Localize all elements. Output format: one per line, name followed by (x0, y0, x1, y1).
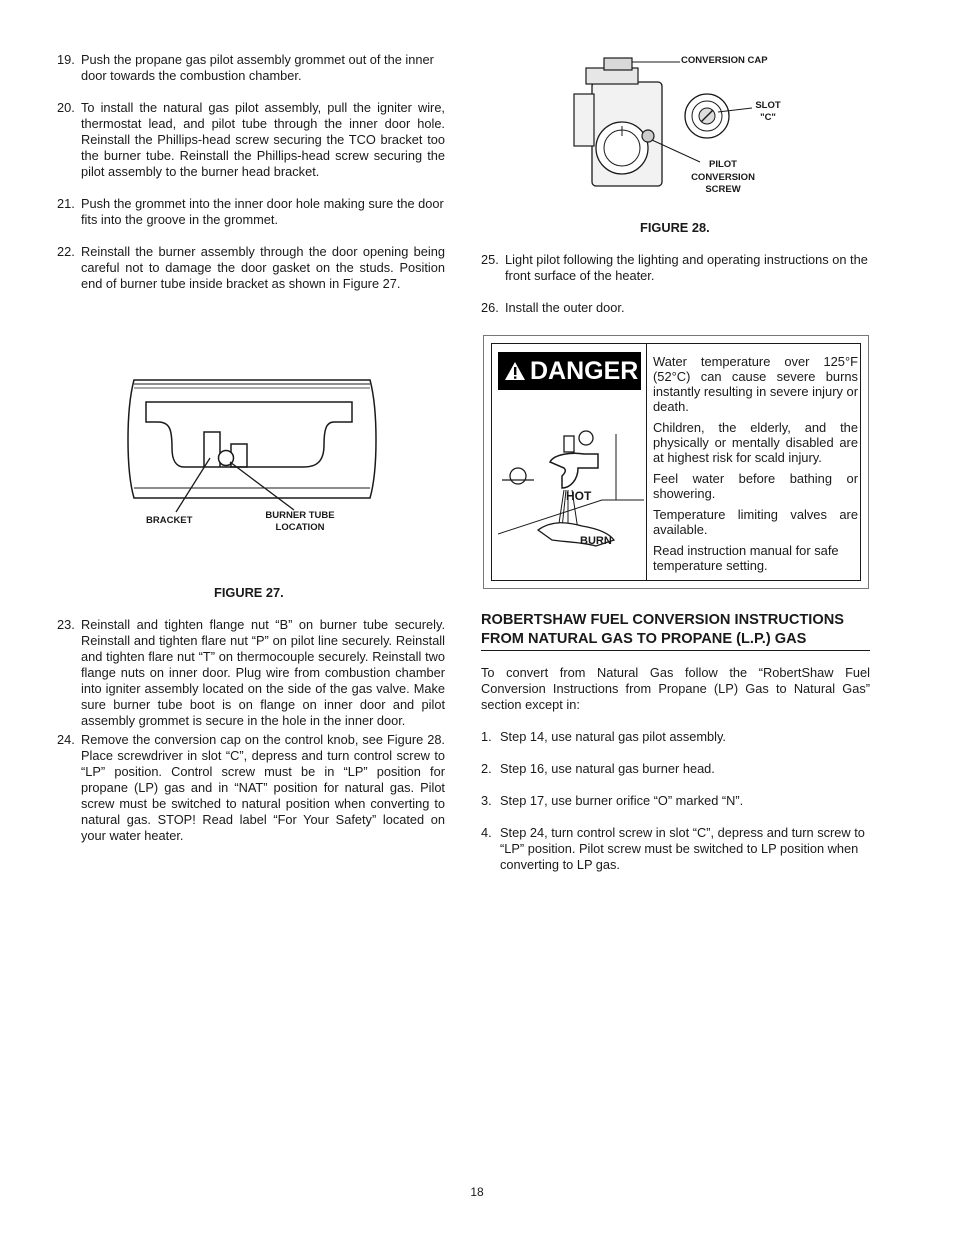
pilot-conversion-screw-label: PILOT CONVERSION SCREW (691, 159, 755, 195)
danger-label (483, 335, 869, 589)
step-22: 22. Reinstall the burner assembly through the door opening being careful not to damage the door gasket on the studs. Position end of burner tube inside bracket as shown in Figure 27. (57, 244, 445, 291)
danger-divider (646, 344, 647, 580)
section-intro: To convert from Natural Gas follow the “RobertShaw Fuel Conversion Instructions from Propane (LP) Gas to Natural Gas” section except in: (481, 665, 870, 712)
scald-faucet-illustration (498, 414, 644, 574)
danger-title: DANGER (530, 356, 639, 385)
hot-text: HOT (566, 489, 592, 503)
conversion-step-4: 4. Step 24, turn control screw in slot “C”, depress and turn screw to “LP” position. Pilot screw must be switched to LP position when converting to LP gas. (481, 825, 865, 872)
burner-tube-label: BURNER TUBE LOCATION (265, 510, 335, 533)
conversion-step-2: 2. Step 16, use natural gas burner head. (481, 761, 715, 776)
step-23: 23. Reinstall and tighten flange nut “B” on burner tube securely. Reinstall and tighten flare nut “P” on pilot line securely. Reinstall and tighten flare nut “T” on thermocouple securely. Reinstall two flange nuts on inner door. Plug wire from combustion chamber into igniter assembly located on the side of the gas valve. Make sure burner tube boot is on flange on inner door and pilot assembly grommet is secure in the hole in the inner door. (57, 617, 445, 728)
figure-27-caption: FIGURE 27. (214, 585, 284, 600)
page-number: 18 (470, 1185, 484, 1199)
step-19: 19. Push the propane gas pilot assembly grommet out of the inner door towards the combustion chamber. (57, 52, 434, 83)
step-21: 21. Push the grommet into the inner door hole making sure the door fits into the groove in the grommet. (57, 196, 444, 227)
danger-text: Water temperature over 125°F (52°C) can cause severe burns instantly resulting in severe injury or death. Children, the elderly, and the physically or mentally disabled are at highest risk for scald injury. Feel water before bathing or showering. Temperature limiting valves are available. Read instruction manual for safe temperature setting. (653, 354, 858, 573)
bracket-label: BRACKET (146, 515, 193, 526)
left-steps-bottom (57, 617, 445, 844)
warning-triangle-icon (504, 361, 526, 381)
conversion-step-3: 3. Step 17, use burner orifice “O” marked “N”. (481, 793, 744, 808)
right-steps (481, 252, 870, 316)
section-body (481, 665, 870, 873)
burn-text: BURN (580, 535, 612, 547)
figure-28-caption: FIGURE 28. (640, 220, 710, 235)
danger-banner (498, 352, 641, 390)
slot-c-label: SLOT "C" (755, 100, 781, 123)
section-heading: ROBERTSHAW FUEL CONVERSION INSTRUCTIONS FROM NATURAL GAS TO PROPANE (L.P.) GAS (481, 611, 870, 651)
left-steps-top (57, 52, 445, 292)
conversion-cap-label: CONVERSION CAP (681, 55, 768, 66)
step-20: 20. To install the natural gas pilot assembly, pull the igniter wire, thermostat lead, and pilot tube through the inner door hole. Reinstall the Phillips-head screw securing the TCO bracket too the burner tube. Reinstall the Phillips-head screw securing the pilot assembly to the burner head bracket. (57, 100, 445, 179)
step-25: 25. Light pilot following the lighting and operating instructions on the front surface of the heater. (481, 252, 868, 283)
step-26: 26. Install the outer door. (481, 300, 625, 315)
step-24: 24. Remove the conversion cap on the control knob, see Figure 28. Place screwdriver in slot “C”, depress and turn control screw to “LP” position. Control screw must be in “LP” position for propane (LP) gas and in “NAT” position for natural gas. Pilot screw must be switched to natural position when converting to natural gas. STOP! Read label “For Your Safety” located on your water heater. (57, 732, 445, 843)
conversion-step-1: 1. Step 14, use natural gas pilot assembly. (481, 729, 726, 744)
danger-label-frame (491, 343, 861, 581)
